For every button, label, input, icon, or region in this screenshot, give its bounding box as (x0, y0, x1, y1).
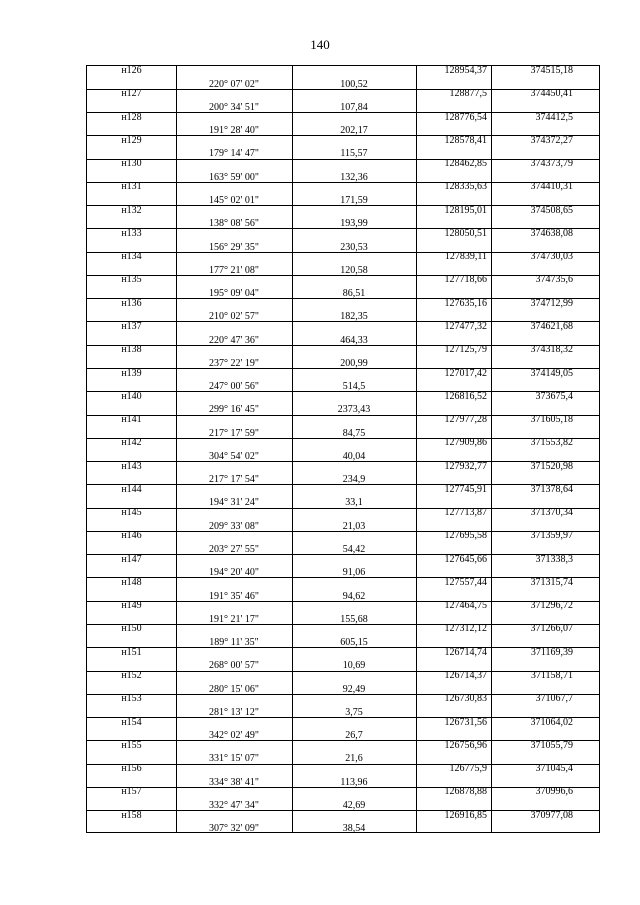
point-id: н136 (121, 297, 142, 309)
segment-length: 2373,43 (337, 404, 371, 416)
point-id: н143 (121, 460, 142, 472)
direction-angle: 210° 02' 57" (209, 311, 259, 323)
point-id: н140 (121, 390, 142, 402)
segment-length: 21,03 (342, 520, 366, 532)
coord-y: 371359,97 (530, 530, 573, 542)
coord-y: 371296,72 (530, 600, 573, 612)
segment-length: 38,54 (342, 823, 366, 835)
direction-angle: 194° 20' 40" (209, 567, 259, 579)
direction-angle: 191° 21' 17" (209, 613, 259, 625)
coord-x: 126714,74 (444, 646, 487, 658)
coord-x: 127932,77 (444, 460, 487, 472)
direction-angle: 217° 17' 59" (209, 427, 259, 439)
point-id: н131 (121, 181, 142, 193)
segment-length: 113,96 (340, 776, 368, 788)
direction-angle: 220° 47' 36" (209, 334, 259, 346)
direction-angle: 247° 00' 56" (209, 381, 259, 393)
coord-x: 127713,87 (444, 507, 487, 519)
coord-x: 127557,44 (444, 576, 487, 588)
coord-y: 371370,34 (530, 507, 573, 519)
coord-x: 127464,75 (444, 600, 487, 612)
coord-x: 128877,5 (449, 88, 487, 100)
point-id: н151 (121, 646, 142, 658)
direction-angle: 163° 59' 00" (209, 171, 259, 183)
point-id: н134 (121, 251, 142, 263)
direction-angle: 334° 38' 41" (209, 776, 259, 788)
direction-angle: 189° 11' 35" (209, 637, 259, 649)
direction-angle: 217° 17' 54" (209, 474, 259, 486)
coord-x: 126816,52 (444, 390, 487, 402)
point-id: н127 (121, 88, 142, 100)
coord-y: 371169,39 (530, 646, 573, 658)
point-id: н146 (121, 530, 142, 542)
direction-angle: 191° 28' 40" (209, 125, 259, 137)
point-id: н152 (121, 670, 142, 682)
segment-length: 54,42 (342, 544, 366, 556)
coord-y: 371553,82 (530, 437, 573, 449)
coord-y: 371064,02 (530, 716, 573, 728)
direction-angle: 280° 15' 06" (209, 683, 259, 695)
segment-length: 42,69 (342, 800, 366, 811)
coord-y: 374712,99 (530, 297, 573, 309)
coord-x: 127312,12 (444, 623, 487, 635)
direction-angle: 195° 09' 04" (209, 288, 259, 300)
coord-x: 126916,85 (444, 809, 487, 821)
direction-angle: 179° 14' 47" (209, 148, 259, 160)
coord-x: 128462,85 (444, 158, 487, 170)
segment-length: 193,99 (340, 218, 368, 230)
point-id: н133 (121, 227, 142, 239)
coord-y: 371378,64 (530, 483, 573, 495)
coord-x: 127839,11 (444, 251, 487, 263)
coord-x: 127635,16 (444, 297, 487, 309)
direction-angle: 191° 35' 46" (209, 590, 259, 602)
coord-y: 374638,08 (530, 227, 573, 239)
direction-angle: 194° 31' 24" (209, 497, 259, 509)
segment-length: 40,04 (342, 450, 366, 462)
segment-length: 86,51 (342, 288, 366, 300)
coord-y: 374621,68 (530, 320, 573, 332)
coord-x: 127125,79 (444, 344, 487, 356)
coord-y: 371266,07 (530, 623, 573, 635)
segment-length: 230,53 (340, 241, 368, 253)
segment-length: 107,84 (340, 101, 368, 113)
direction-angle: 281° 13' 12" (209, 706, 259, 718)
page-number: 140 (310, 37, 330, 52)
coordinates-table (86, 65, 600, 833)
coord-x: 127695,58 (444, 530, 487, 542)
coord-y: 371315,74 (530, 576, 573, 588)
direction-angle: 200° 34' 51" (209, 101, 259, 113)
coord-x: 128195,01 (444, 204, 487, 216)
direction-angle: 203° 27' 55" (209, 544, 259, 556)
coord-y: 374515,18 (530, 65, 573, 76)
coord-x: 127977,28 (444, 414, 487, 426)
point-id: н157 (121, 786, 142, 798)
coord-x: 127477,32 (444, 320, 487, 332)
point-id: н156 (121, 763, 142, 775)
coord-y: 371055,79 (530, 739, 573, 751)
coord-y: 370996,6 (535, 786, 573, 798)
coord-x: 127745,91 (444, 483, 487, 495)
point-id: н153 (121, 693, 142, 705)
coord-y: 374508,65 (530, 204, 573, 216)
point-id: н142 (121, 437, 142, 449)
direction-angle: 145° 02' 01" (209, 194, 259, 206)
coord-x: 127718,66 (444, 274, 487, 286)
coord-y: 374149,05 (530, 367, 573, 379)
point-id: н150 (121, 623, 142, 635)
segment-length: 464,33 (340, 334, 368, 346)
coord-y: 374450,41 (530, 88, 573, 100)
coord-y: 371338,3 (535, 553, 573, 565)
point-id: н158 (121, 809, 142, 821)
coord-x: 128776,54 (444, 111, 487, 123)
point-id: н147 (121, 553, 142, 565)
coord-y: 374735,6 (535, 274, 573, 286)
point-id: н155 (121, 739, 142, 751)
coord-y: 371520,98 (530, 460, 573, 472)
segment-length: 33,1 (345, 497, 363, 509)
point-id: н149 (121, 600, 142, 612)
point-id: н145 (121, 507, 142, 519)
coord-x: 127909,86 (444, 437, 487, 449)
coord-x: 126730,83 (444, 693, 487, 705)
point-id: н132 (121, 204, 142, 216)
segment-length: 200,99 (340, 357, 368, 369)
point-id: н138 (121, 344, 142, 356)
direction-angle: 268° 00' 57" (209, 660, 259, 672)
direction-angle: 156° 29' 35" (209, 241, 259, 253)
coord-y: 374412,5 (535, 111, 573, 123)
segment-length: 92,49 (342, 683, 366, 695)
coord-y: 371067,7 (535, 693, 573, 705)
coord-x: 128954,37 (444, 65, 487, 76)
point-id: н144 (121, 483, 142, 495)
direction-angle: 299° 16' 45" (209, 404, 259, 416)
segment-length: 91,06 (342, 567, 366, 579)
point-id: н129 (121, 134, 142, 146)
direction-angle: 307° 32' 09" (209, 823, 259, 835)
direction-angle: 138° 08' 56" (209, 218, 259, 230)
segment-length: 171,59 (340, 194, 368, 206)
direction-angle: 177° 21' 08" (209, 264, 259, 276)
segment-length: 21,6 (345, 753, 363, 765)
direction-angle: 332° 47' 34" (209, 800, 259, 811)
coord-x: 126731,56 (444, 716, 487, 728)
direction-angle: 237° 22' 19" (209, 357, 259, 369)
coord-x: 126714,37 (444, 670, 487, 682)
segment-length: 132,36 (340, 171, 368, 183)
coord-x: 128335,63 (444, 181, 487, 193)
segment-length: 84,75 (342, 427, 366, 439)
coord-y: 374730,03 (530, 251, 573, 263)
coord-x: 126756,96 (444, 739, 487, 751)
point-id: н130 (121, 158, 142, 170)
segment-length: 100,52 (340, 78, 368, 90)
coord-x: 126775,9 (449, 763, 487, 775)
coord-y: 370977,08 (530, 809, 573, 821)
segment-length: 182,35 (340, 311, 368, 323)
segment-length: 26,7 (345, 730, 363, 742)
segment-length: 202,17 (340, 125, 368, 137)
coord-x: 126878,88 (444, 786, 487, 798)
segment-length: 94,62 (342, 590, 366, 602)
direction-angle: 342° 02' 49" (209, 730, 259, 742)
point-id: н135 (121, 274, 142, 286)
point-id: н126 (121, 65, 142, 76)
point-id: н137 (121, 320, 142, 332)
coord-x: 128578,41 (444, 134, 487, 146)
segment-length: 605,15 (340, 637, 368, 649)
coord-y: 374373,79 (530, 158, 573, 170)
coord-x: 127017,42 (444, 367, 487, 379)
direction-angle: 331° 15' 07" (209, 753, 259, 765)
coord-y: 374410,31 (530, 181, 573, 193)
direction-angle: 220° 07' 02" (209, 78, 259, 90)
segment-length: 234,9 (342, 474, 366, 486)
direction-angle: 209° 33' 08" (209, 520, 259, 532)
point-id: н148 (121, 576, 142, 588)
segment-length: 155,68 (340, 613, 368, 625)
point-id: н128 (121, 111, 142, 123)
coord-x: 128050,51 (444, 227, 487, 239)
point-id: н154 (121, 716, 142, 728)
segment-length: 10,69 (342, 660, 366, 672)
coord-y: 374372,27 (530, 134, 573, 146)
coord-y: 371045,4 (535, 763, 573, 775)
coord-y: 371605,18 (530, 414, 573, 426)
segment-length: 514,5 (342, 381, 366, 393)
segment-length: 115,57 (340, 148, 368, 160)
point-id: н141 (121, 414, 142, 426)
segment-length: 120,58 (340, 264, 368, 276)
coord-y: 371158,71 (530, 670, 573, 682)
coord-x: 127645,66 (444, 553, 487, 565)
coord-y: 373675,4 (535, 390, 573, 402)
segment-length: 3,75 (345, 706, 363, 718)
direction-angle: 304° 54' 02" (209, 450, 259, 462)
coord-y: 374318,32 (530, 344, 573, 356)
point-id: н139 (121, 367, 142, 379)
